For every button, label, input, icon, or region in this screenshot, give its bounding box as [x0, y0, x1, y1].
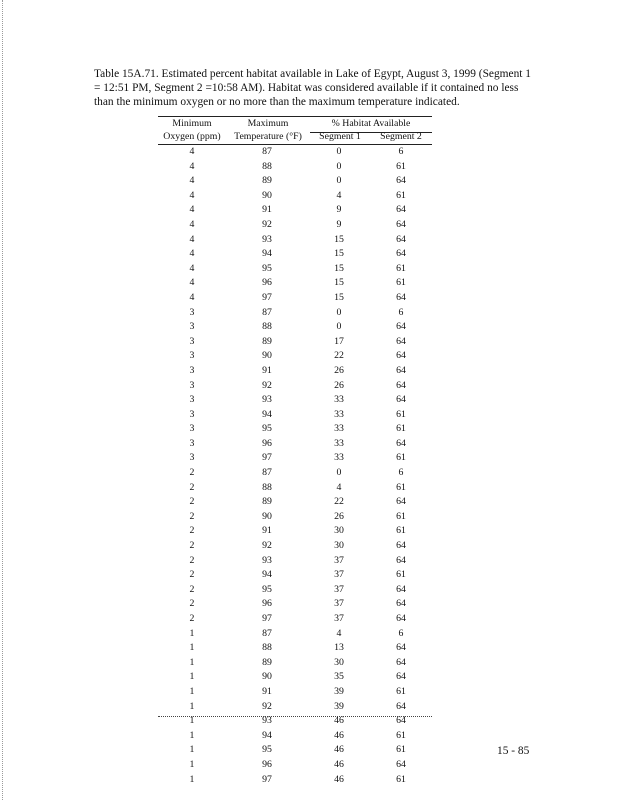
cell-min-oxygen: 4	[189, 291, 195, 303]
table-row	[158, 174, 432, 189]
cell-segment-1: 15	[334, 262, 344, 274]
cell-segment-2: 64	[396, 715, 406, 727]
cell-segment-2: 64	[396, 248, 406, 260]
cell-segment-2: 64	[396, 758, 406, 770]
table-row	[158, 670, 432, 685]
cell-segment-1: 46	[334, 715, 344, 727]
cell-max-temperature: 90	[262, 510, 272, 522]
cell-segment-1: 46	[334, 773, 344, 785]
table-row	[158, 758, 432, 773]
table-row	[158, 408, 432, 423]
table-row	[158, 247, 432, 262]
cell-min-oxygen: 3	[189, 335, 195, 347]
table-row	[158, 612, 432, 627]
cell-max-temperature: 89	[262, 496, 272, 508]
cell-segment-1: 26	[334, 510, 344, 522]
cell-segment-1: 30	[334, 656, 344, 668]
table-row	[158, 597, 432, 612]
header-min-oxygen-line2: Oxygen (ppm)	[163, 131, 221, 142]
cell-segment-2: 61	[396, 685, 406, 697]
header-max-temp-line2: Temperature (°F)	[234, 131, 302, 142]
table-row	[158, 743, 432, 758]
table-row	[158, 306, 432, 321]
cell-max-temperature: 95	[262, 262, 272, 274]
table-row	[158, 729, 432, 744]
table-row	[158, 203, 432, 218]
cell-min-oxygen: 1	[189, 744, 195, 756]
table-row	[158, 627, 432, 642]
table-bottom-rule	[158, 716, 432, 717]
cell-segment-1: 37	[334, 613, 344, 624]
cell-min-oxygen: 2	[189, 569, 195, 581]
cell-segment-2: 61	[396, 277, 406, 289]
table-row	[158, 218, 432, 233]
cell-min-oxygen: 2	[189, 540, 195, 552]
table-row	[158, 641, 432, 656]
table-row	[158, 437, 432, 452]
cell-max-temperature: 96	[262, 277, 272, 289]
cell-min-oxygen: 3	[189, 437, 195, 449]
cell-segment-2: 6	[398, 306, 404, 318]
cell-segment-1: 33	[334, 423, 344, 435]
cell-min-oxygen: 3	[189, 408, 195, 420]
table-row	[158, 145, 432, 160]
cell-segment-1: 26	[334, 364, 344, 376]
table-row	[158, 276, 432, 291]
habitat-table-body	[158, 145, 432, 787]
cell-segment-2: 64	[396, 554, 406, 566]
table-row	[158, 233, 432, 248]
cell-min-oxygen: 3	[189, 452, 195, 464]
cell-segment-2: 61	[396, 510, 406, 522]
cell-segment-1: 4	[336, 189, 342, 201]
table-row	[158, 160, 432, 175]
cell-min-oxygen: 1	[189, 627, 195, 639]
cell-segment-1: 39	[334, 700, 344, 712]
table-top-rule	[158, 116, 432, 117]
cell-min-oxygen: 1	[189, 729, 195, 741]
cell-max-temperature: 94	[262, 408, 272, 420]
table-row	[158, 700, 432, 715]
cell-max-temperature: 97	[262, 613, 272, 624]
cell-segment-1: 46	[334, 758, 344, 770]
cell-min-oxygen: 2	[189, 467, 195, 479]
table-row	[158, 685, 432, 700]
cell-min-oxygen: 4	[189, 160, 195, 172]
cell-segment-2: 64	[396, 394, 406, 406]
cell-segment-1: 35	[334, 671, 344, 683]
cell-segment-2: 64	[396, 598, 406, 610]
header-segment-1: Segment 1	[319, 131, 361, 142]
cell-segment-1: 22	[334, 350, 344, 362]
table-row	[158, 335, 432, 350]
cell-segment-1: 37	[334, 554, 344, 566]
cell-min-oxygen: 1	[189, 656, 195, 668]
cell-min-oxygen: 3	[189, 306, 195, 318]
cell-max-temperature: 93	[262, 233, 272, 245]
cell-segment-1: 0	[336, 146, 342, 157]
cell-segment-1: 0	[336, 160, 342, 172]
cell-min-oxygen: 3	[189, 350, 195, 362]
cell-segment-1: 15	[334, 277, 344, 289]
cell-segment-2: 64	[396, 642, 406, 654]
cell-min-oxygen: 1	[189, 773, 195, 785]
cell-segment-1: 9	[336, 204, 342, 216]
cell-max-temperature: 94	[262, 248, 272, 260]
cell-segment-1: 4	[336, 481, 342, 493]
cell-segment-2: 6	[398, 146, 404, 157]
cell-max-temperature: 91	[262, 525, 272, 537]
cell-segment-1: 33	[334, 452, 344, 464]
cell-max-temperature: 92	[262, 379, 272, 391]
table-row	[158, 466, 432, 481]
cell-max-temperature: 95	[262, 423, 272, 435]
cell-min-oxygen: 2	[189, 496, 195, 508]
cell-segment-2: 61	[396, 773, 406, 785]
header-segment-2: Segment 2	[380, 131, 422, 142]
table-row	[158, 451, 432, 466]
table-row	[158, 320, 432, 335]
cell-segment-1: 17	[334, 335, 344, 347]
cell-max-temperature: 88	[262, 160, 272, 172]
cell-max-temperature: 95	[262, 583, 272, 595]
cell-min-oxygen: 4	[189, 175, 195, 187]
table-row	[158, 773, 432, 788]
cell-segment-2: 6	[398, 467, 404, 479]
cell-min-oxygen: 3	[189, 423, 195, 435]
cell-min-oxygen: 3	[189, 321, 195, 333]
table-row	[158, 656, 432, 671]
cell-max-temperature: 97	[262, 291, 272, 303]
page-number: 15 - 85	[497, 745, 530, 757]
cell-segment-1: 4	[336, 627, 342, 639]
table-row	[158, 349, 432, 364]
cell-segment-2: 61	[396, 423, 406, 435]
table-row	[158, 495, 432, 510]
cell-segment-1: 22	[334, 496, 344, 508]
cell-segment-1: 26	[334, 379, 344, 391]
cell-segment-2: 61	[396, 569, 406, 581]
cell-max-temperature: 94	[262, 729, 272, 741]
cell-max-temperature: 97	[262, 773, 272, 785]
cell-max-temperature: 92	[262, 700, 272, 712]
cell-min-oxygen: 4	[189, 204, 195, 216]
cell-max-temperature: 88	[262, 481, 272, 493]
cell-min-oxygen: 2	[189, 525, 195, 537]
cell-segment-2: 61	[396, 160, 406, 172]
cell-max-temperature: 91	[262, 685, 272, 697]
cell-max-temperature: 89	[262, 656, 272, 668]
cell-segment-2: 64	[396, 613, 406, 624]
header-max-temp-line1: Maximum	[247, 118, 289, 129]
cell-max-temperature: 88	[262, 321, 272, 333]
cell-segment-2: 61	[396, 729, 406, 741]
cell-segment-1: 0	[336, 175, 342, 187]
table-row	[158, 481, 432, 496]
table-row	[158, 568, 432, 583]
cell-max-temperature: 96	[262, 598, 272, 610]
cell-max-temperature: 96	[262, 758, 272, 770]
cell-max-temperature: 97	[262, 452, 272, 464]
cell-segment-2: 64	[396, 335, 406, 347]
cell-segment-1: 37	[334, 583, 344, 595]
table-row	[158, 379, 432, 394]
cell-segment-1: 33	[334, 408, 344, 420]
cell-segment-1: 30	[334, 540, 344, 552]
cell-segment-1: 30	[334, 525, 344, 537]
cell-segment-1: 37	[334, 569, 344, 581]
cell-segment-2: 61	[396, 525, 406, 537]
cell-segment-2: 64	[396, 291, 406, 303]
cell-segment-2: 61	[396, 189, 406, 201]
cell-max-temperature: 87	[262, 627, 272, 639]
cell-min-oxygen: 2	[189, 613, 195, 624]
cell-segment-2: 6	[398, 627, 404, 639]
cell-max-temperature: 90	[262, 189, 272, 201]
cell-segment-2: 61	[396, 744, 406, 756]
cell-max-temperature: 87	[262, 467, 272, 479]
cell-max-temperature: 93	[262, 394, 272, 406]
scan-edge	[2, 0, 9, 800]
cell-segment-2: 64	[396, 656, 406, 668]
cell-max-temperature: 87	[262, 146, 272, 157]
cell-segment-2: 61	[396, 481, 406, 493]
cell-min-oxygen: 2	[189, 510, 195, 522]
table-row	[158, 524, 432, 539]
cell-max-temperature: 93	[262, 554, 272, 566]
cell-max-temperature: 92	[262, 218, 272, 230]
cell-min-oxygen: 4	[189, 277, 195, 289]
cell-min-oxygen: 2	[189, 481, 195, 493]
cell-segment-2: 64	[396, 700, 406, 712]
cell-min-oxygen: 4	[189, 262, 195, 274]
cell-segment-1: 15	[334, 291, 344, 303]
cell-segment-2: 64	[396, 218, 406, 230]
cell-min-oxygen: 4	[189, 189, 195, 201]
cell-max-temperature: 90	[262, 671, 272, 683]
cell-segment-2: 64	[396, 350, 406, 362]
cell-min-oxygen: 2	[189, 598, 195, 610]
cell-segment-1: 46	[334, 744, 344, 756]
cell-segment-2: 64	[396, 496, 406, 508]
cell-min-oxygen: 3	[189, 394, 195, 406]
cell-max-temperature: 94	[262, 569, 272, 581]
table-row	[158, 422, 432, 437]
table-row	[158, 262, 432, 277]
cell-segment-1: 39	[334, 685, 344, 697]
table-row	[158, 189, 432, 204]
cell-segment-1: 13	[334, 642, 344, 654]
cell-segment-2: 61	[396, 452, 406, 464]
cell-min-oxygen: 3	[189, 379, 195, 391]
cell-min-oxygen: 2	[189, 583, 195, 595]
cell-segment-2: 64	[396, 364, 406, 376]
cell-segment-2: 64	[396, 204, 406, 216]
cell-segment-1: 0	[336, 467, 342, 479]
cell-segment-2: 64	[396, 233, 406, 245]
cell-max-temperature: 95	[262, 744, 272, 756]
cell-max-temperature: 89	[262, 175, 272, 187]
table-row	[158, 583, 432, 598]
cell-min-oxygen: 1	[189, 642, 195, 654]
table-row	[158, 393, 432, 408]
cell-segment-2: 64	[396, 437, 406, 449]
cell-segment-1: 0	[336, 321, 342, 333]
table-row	[158, 539, 432, 554]
cell-segment-2: 64	[396, 175, 406, 187]
cell-segment-1: 9	[336, 218, 342, 230]
cell-min-oxygen: 2	[189, 554, 195, 566]
cell-segment-1: 33	[334, 394, 344, 406]
cell-min-oxygen: 4	[189, 248, 195, 260]
cell-segment-1: 33	[334, 437, 344, 449]
cell-min-oxygen: 4	[189, 146, 195, 157]
cell-segment-2: 64	[396, 671, 406, 683]
cell-segment-2: 64	[396, 379, 406, 391]
cell-max-temperature: 89	[262, 335, 272, 347]
cell-segment-1: 37	[334, 598, 344, 610]
cell-min-oxygen: 1	[189, 685, 195, 697]
table-row	[158, 291, 432, 306]
cell-max-temperature: 87	[262, 306, 272, 318]
table-row	[158, 554, 432, 569]
cell-max-temperature: 91	[262, 204, 272, 216]
cell-max-temperature: 91	[262, 364, 272, 376]
cell-min-oxygen: 1	[189, 671, 195, 683]
cell-min-oxygen: 3	[189, 364, 195, 376]
header-min-oxygen-line1: Minimum	[172, 118, 212, 129]
cell-segment-2: 64	[396, 540, 406, 552]
cell-segment-2: 61	[396, 262, 406, 274]
cell-min-oxygen: 1	[189, 715, 195, 727]
cell-segment-1: 46	[334, 729, 344, 741]
table-row	[158, 364, 432, 379]
cell-min-oxygen: 1	[189, 700, 195, 712]
table-caption: Table 15A.71. Estimated percent habitat available in Lake of Egypt, August 3, 1999 (Segment 1 = 12:51 PM, Segment 2 =10:58 AM). Habitat was considered available if it contained no less than the minimum oxygen or no more than the maximum temperature indicated.	[94, 68, 531, 108]
table-row	[158, 510, 432, 525]
cell-segment-1: 15	[334, 248, 344, 260]
cell-max-temperature: 96	[262, 437, 272, 449]
cell-segment-2: 61	[396, 408, 406, 420]
cell-segment-1: 15	[334, 233, 344, 245]
cell-segment-2: 64	[396, 321, 406, 333]
cell-max-temperature: 93	[262, 715, 272, 727]
cell-min-oxygen: 4	[189, 218, 195, 230]
cell-segment-1: 0	[336, 306, 342, 318]
cell-min-oxygen: 4	[189, 233, 195, 245]
cell-max-temperature: 88	[262, 642, 272, 654]
cell-min-oxygen: 1	[189, 758, 195, 770]
cell-max-temperature: 90	[262, 350, 272, 362]
header-habitat-available: % Habitat Available	[331, 118, 411, 129]
cell-max-temperature: 92	[262, 540, 272, 552]
cell-segment-2: 64	[396, 583, 406, 595]
